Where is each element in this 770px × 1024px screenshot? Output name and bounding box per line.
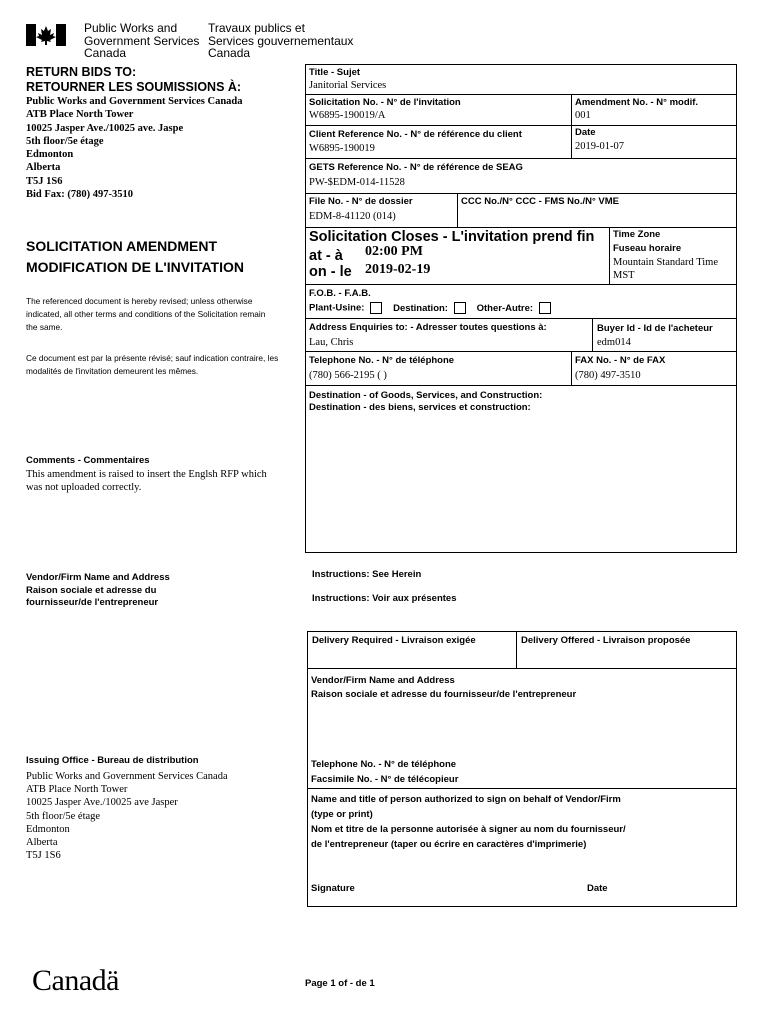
address-line: Alberta — [26, 162, 61, 174]
file-no-label: File No. - N° de dossier — [309, 196, 413, 207]
buyer-id-label: Buyer Id - Id de l'acheteur — [597, 323, 713, 334]
issuing-office-address — [26, 770, 228, 862]
telephone-value: (780) 566-2195 ( ) — [309, 370, 387, 381]
vendor-left-label — [26, 572, 170, 610]
header-org-fr-line: Canada — [208, 46, 251, 60]
destination-label: Destination: — [393, 302, 448, 314]
address-line: Edmonton — [26, 149, 74, 161]
authorized-person-line: (type or print) — [311, 809, 373, 820]
vendor-telephone-label: Telephone No. - N° de téléphone — [311, 759, 457, 770]
delivery-offered-label: Delivery Offered - Livraison proposée — [521, 635, 691, 646]
signature-label: Signature — [311, 883, 355, 894]
amendment-no-label: Amendment No. - N° modif. — [575, 97, 699, 108]
plant-checkbox[interactable] — [370, 302, 382, 314]
client-ref-label: Client Reference No. - N° de référence du client — [309, 129, 522, 140]
amendment-title — [26, 236, 244, 278]
address-line: 10025 Jasper Ave./10025 ave Jasper — [26, 797, 178, 809]
header-org-fr-line: Services gouvernementaux — [208, 33, 354, 48]
address-line: 5th floor/5e étage — [26, 135, 104, 147]
header-org-french — [208, 22, 353, 60]
address-line: T5J 1S6 — [26, 175, 63, 187]
amendment-title-en: SOLICITATION AMENDMENT — [26, 238, 218, 254]
address-line: Public Works and Government Services Canada — [26, 96, 243, 107]
return-bids-heading — [26, 65, 241, 95]
vendor-left-line: Vendor/Firm Name and Address — [26, 572, 170, 583]
header-org-en-line: Public Works and — [84, 21, 178, 35]
authorized-person-label — [311, 792, 626, 852]
address-line: ATB Place North Tower — [26, 784, 128, 796]
instructions-fr: Instructions: Voir aux présentes — [312, 593, 457, 604]
time-zone-label-en: Time Zone — [613, 229, 661, 240]
destination-goods-en: Destination - of Goods, Services, and Construction: — [309, 390, 543, 401]
authorized-person-line: Name and title of person authorized to sign on behalf of Vendor/Firm — [311, 794, 621, 805]
amendment-no-value: 001 — [575, 110, 591, 121]
gets-ref-value: PW-$EDM-014-11528 — [309, 177, 405, 188]
buyer-id-value: edm014 — [597, 337, 631, 348]
return-bids-title-en: RETURN BIDS TO: — [26, 65, 137, 79]
comments-label: Comments - Commentaires — [26, 455, 150, 466]
return-bids-title-fr: RETOURNER LES SOUMISSIONS À: — [26, 80, 242, 94]
page-number: Page 1 of - de 1 — [305, 978, 375, 989]
amendment-text-fr: Ce document est par la présente révisé; sauf indication contraire, les modalités de l'invitation demeurent les mêmes. — [26, 353, 279, 376]
vendor-name-label — [311, 674, 576, 702]
file-no-value: EDM-8-41120 (014) — [309, 211, 396, 222]
fax-label: FAX No. - N° de FAX — [575, 355, 666, 366]
header-org-english — [84, 22, 199, 60]
comments-text: This amendment is raised to insert the Englsh RFP which was not uploaded correctly. — [26, 469, 267, 493]
destination-goods-fr: Destination - des biens, services et construction: — [309, 402, 531, 413]
solicitation-no-value: W6895-190019/A — [309, 110, 386, 121]
solicitation-closes-label: Solicitation Closes - L'invitation prend fin — [309, 229, 595, 245]
fob-label: F.O.B. - F.A.B. — [309, 288, 371, 299]
header-org-en-line: Canada — [84, 46, 127, 60]
vendor-facsimile-label: Facsimile No. - N° de télécopieur — [311, 774, 459, 785]
address-line: 10025 Jasper Ave./10025 ave. Jaspe — [26, 122, 184, 134]
address-line: ATB Place North Tower — [26, 109, 134, 121]
destination-checkbox[interactable] — [454, 302, 466, 314]
date-label: Date — [575, 127, 596, 138]
issuing-office-label: Issuing Office - Bureau de distribution — [26, 755, 199, 766]
title-label: Title - Sujet — [309, 67, 361, 78]
delivery-required-label: Delivery Required - Livraison exigée — [312, 635, 476, 646]
authorized-person-line: Nom et titre de la personne autorisée à signer au nom du fournisseur/ — [311, 824, 626, 835]
vendor-left-line: fournisseur/de l'entrepreneur — [26, 597, 159, 608]
on-label: on - le — [309, 264, 352, 280]
return-bids-address — [26, 95, 243, 201]
plant-label: Plant-Usine: — [309, 302, 365, 314]
time-zone-value-2: MST — [613, 270, 635, 281]
authorized-person-line: de l'entrepreneur (taper ou écrire en caractères d'imprimerie) — [311, 839, 587, 850]
destination-goods-label — [309, 390, 542, 414]
fax-value: (780) 497-3510 — [575, 370, 641, 381]
other-label: Other-Autre: — [476, 302, 534, 314]
header-org-en-line: Government Services — [84, 33, 200, 48]
solicitation-no-label: Solicitation No. - N° de l'invitation — [309, 97, 461, 108]
closing-time-value: 02:00 PM — [365, 244, 423, 259]
telephone-label: Telephone No. - N° de téléphone — [309, 355, 455, 366]
vendor-name-fr: Raison sociale et adresse du fournisseur/de l'entrepreneur — [311, 689, 577, 700]
vendor-name-en: Vendor/Firm Name and Address — [311, 675, 455, 686]
signature-date-label: Date — [587, 883, 608, 894]
address-line: Public Works and Government Services Canada — [26, 771, 228, 782]
header-org-fr-line: Travaux publics et — [208, 21, 305, 35]
canada-flag-icon — [26, 24, 66, 46]
fob-options — [309, 302, 557, 314]
vendor-left-line: Raison sociale et adresse du — [26, 584, 157, 596]
amendment-title-fr: MODIFICATION DE L'INVITATION — [26, 259, 244, 275]
bid-fax-line: Bid Fax: (780) 497-3510 — [26, 189, 134, 201]
at-label: at - à — [309, 248, 343, 264]
amendment-text-en: The referenced document is hereby revised; unless otherwise indicated, all other terms and conditions of the Solicitation remain the same. — [26, 296, 266, 332]
client-ref-value: W6895-190019 — [309, 143, 375, 154]
time-zone-label-fr: Fuseau horaire — [613, 243, 682, 254]
other-checkbox[interactable] — [539, 302, 551, 314]
time-zone-value-1: Mountain Standard Time — [613, 257, 719, 268]
address-line: Edmonton — [26, 823, 70, 835]
closing-date-value: 2019-02-19 — [365, 262, 431, 277]
date-value: 2019-01-07 — [575, 141, 624, 152]
address-line: 5th floor/5e étage — [26, 810, 101, 822]
gets-ref-label: GETS Reference No. - N° de référence de SEAG — [309, 162, 523, 173]
address-line: T5J 1S6 — [26, 850, 61, 862]
address-enquiries-value: Lau, Chris — [309, 337, 354, 348]
instructions-en: Instructions: See Herein — [312, 569, 422, 580]
ccc-no-label: CCC No./N° CCC - FMS No./N° VME — [461, 196, 620, 207]
title-value: Janitorial Services — [309, 80, 387, 91]
canada-wordmark: Canadä — [32, 964, 119, 997]
address-enquiries-label: Address Enquiries to: - Adresser toutes questions à: — [309, 322, 547, 333]
address-line: Alberta — [26, 837, 58, 849]
